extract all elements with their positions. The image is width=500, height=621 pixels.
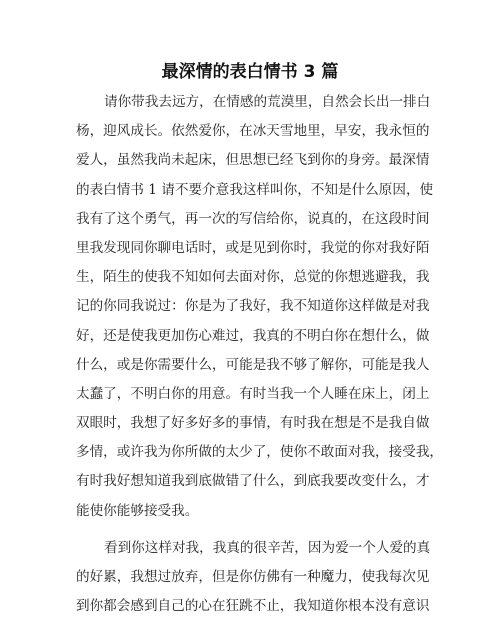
text-line: 的表白情书 1 请不要介意我这样叫你，不知是什么原因，使	[76, 181, 434, 198]
text-line: 什么，或是你需要什么，可能是我不够了解你，可能是我人	[76, 356, 430, 373]
document-body	[76, 88, 444, 621]
text-line: 里我发现同你聊电话时，或是见到你时，我觉的你对我好陌	[76, 239, 430, 256]
text-line: 生，陌生的使我不知如何去面对你，总觉的你想逃避我，我	[76, 269, 430, 286]
text-line: 到你都会感到自己的心在狂跳不止，我知道你根本没有意识	[76, 598, 430, 615]
paragraph-2	[76, 534, 431, 621]
paragraph-1	[76, 88, 444, 526]
text-line: 杨，迎风成长。依然爱你，在冰天雪地里，早安，我永恒的	[76, 123, 430, 140]
text-line: 有时我好想知道我到底做错了什么，到底我要改变什么，才	[76, 473, 430, 490]
text-line: 我有了这个勇气，再一次的写信给你，说真的，在这段时间	[76, 210, 430, 227]
text-line: 记的你同我说过：你是为了我好，我不知道你这样做是对我	[76, 298, 430, 315]
text-line: 能使你能够接受我。	[76, 502, 199, 519]
text-line: 好，还是使我更加伤心难过，我真的不明白你在想什么，做	[76, 327, 430, 344]
text-line: 请你带我去远方，在情感的荒漠里，自然会长出一排白	[104, 94, 431, 110]
paragraph-gap	[76, 526, 426, 534]
text-line: 爱人，虽然我尚未起床，但思想已经飞到你的身旁。最深情	[76, 152, 430, 169]
text-line: 太蠢了，不明白你的用意。有时当我一个人睡在床上，闭上	[76, 385, 430, 402]
document-title: 最深情的表白情书 3 篇	[161, 62, 339, 82]
text-line: 双眼时，我想了好多好多的事情，有时我在想是不是我自做	[76, 415, 430, 432]
text-line: 的好累，我想过放弃，但是你仿佛有一种魔力，使我每次见	[76, 569, 430, 585]
text-line: 多情，或许我为你所做的太少了，使你不敢面对我，接受我，	[76, 444, 444, 461]
text-line: 看到你这样对我，我真的很辛苦，因为爱一个人爱的真	[104, 539, 431, 556]
